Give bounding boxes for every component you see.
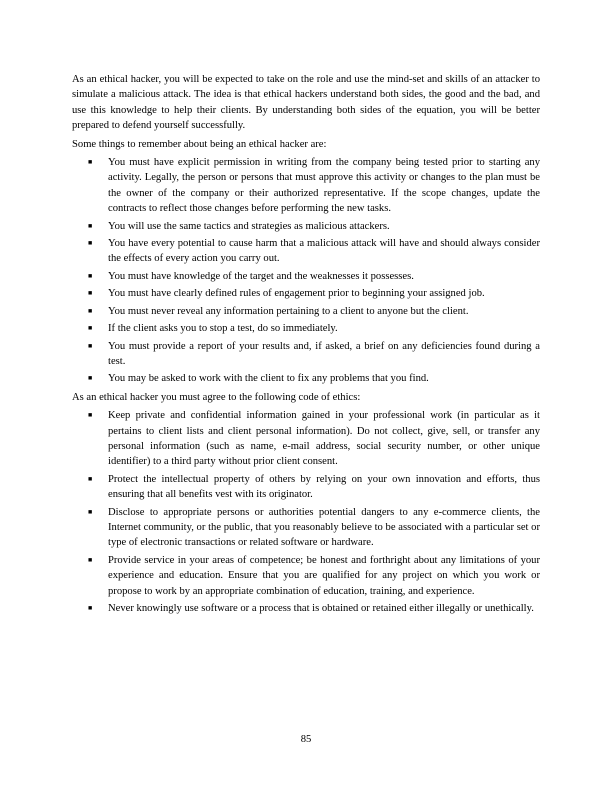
list-item-text: You must have knowledge of the target and the weaknesses it possesses. xyxy=(108,270,414,282)
list-item xyxy=(72,553,540,599)
list-item-text: You must have clearly defined rules of engagement prior to beginning your assigned job. xyxy=(108,288,485,300)
bullet-icon: ■ xyxy=(88,306,93,315)
list-item-text: If the client asks you to stop a test, do so immediately. xyxy=(108,323,338,335)
list-item-text: You have every potential to cause harm that a malicious attack will have and should always consider the effects of every action you carry out. xyxy=(108,238,540,265)
intro-paragraph: As an ethical hacker, you will be expected to take on the role and use the mind-set and skills of an attacker to simulate a malicious attack. The idea is that ethical hackers understand both sides, the good and the bad, and use this knowledge to help their clients. By understanding both sides of the equation, you will be better prepared to defend yourself successfully. xyxy=(72,74,540,132)
list-item xyxy=(72,236,540,267)
list-item-text: Never knowingly use software or a process that is obtained or retained either illegally or unethically. xyxy=(108,603,534,614)
list-item-text: You must provide a report of your results and, if asked, a brief on any deficiencies found during a test. xyxy=(108,340,540,367)
bullet-icon: ■ xyxy=(88,324,93,333)
bullet-icon: ■ xyxy=(88,289,93,298)
list-item-text: You will use the same tactics and strategies as malicious attackers. xyxy=(108,220,390,232)
list-item xyxy=(72,339,540,370)
list-item xyxy=(72,269,540,284)
bullet-icon: ■ xyxy=(88,604,93,612)
list-item-text: You must never reveal any information pertaining to a client to anyone but the client. xyxy=(108,305,469,317)
ethics-list xyxy=(72,408,540,616)
bullet-icon: ■ xyxy=(88,341,93,350)
bullet-icon: ■ xyxy=(88,507,93,516)
list-item xyxy=(72,601,540,616)
list-item xyxy=(72,371,540,386)
list-item xyxy=(72,321,540,336)
list-item-text: Disclose to appropriate persons or authorities potential dangers to any e-commerce clients, the Internet community, or the public, that you reasonably believe to be associated with a particular set or type of electronic transactions or related software or hardware. xyxy=(108,506,540,549)
list-item xyxy=(72,304,540,319)
list-item xyxy=(72,408,540,470)
bullet-icon: ■ xyxy=(88,474,93,483)
bullet-icon: ■ xyxy=(88,158,93,167)
bullet-icon: ■ xyxy=(88,411,93,420)
list-item xyxy=(72,219,540,234)
list-item xyxy=(72,472,540,503)
bullet-icon: ■ xyxy=(88,271,93,280)
things-list xyxy=(72,155,540,387)
list-item-text: Provide service in your areas of competence; be honest and forthright about any limitations of your experience and education. Ensure that you are qualified for any project on which you work or propose to work by an appropriate combination of education, training, and experience. xyxy=(108,554,540,597)
list-item-text: You may be asked to work with the client to fix any problems that you find. xyxy=(108,373,429,385)
bullet-icon: ■ xyxy=(88,239,93,248)
list-item xyxy=(72,286,540,301)
things-heading: Some things to remember about being an ethical hacker are: xyxy=(72,138,327,150)
list-item xyxy=(72,155,540,217)
bullet-icon: ■ xyxy=(88,555,93,564)
list-item-text: Protect the intellectual property of others by relying on your own innovation and efforts, thus ensuring that all benefits vest with its originator. xyxy=(108,473,540,501)
list-item xyxy=(72,505,540,551)
ethics-heading: As an ethical hacker you must agree to the following code of ethics: xyxy=(72,391,361,403)
bullet-icon: ■ xyxy=(88,221,93,230)
list-item-text: Keep private and confidential information gained in your professional work (in particular as it pertains to client lists and client personal information). Do not collect, give, sell, or transfer any personal information (such as name, e-mail address, social security number, or other unique identifier) to a third party without prior client consent. xyxy=(108,410,540,468)
bullet-icon: ■ xyxy=(88,374,93,383)
page-number: 85 xyxy=(300,734,312,745)
document-body xyxy=(72,72,540,619)
list-item-text: You must have explicit permission in writing from the company being tested prior to starting any activity. Legally, the person or persons that must approve this activity or changes to the plan must be the owner of the company or their authorized representative. If the scope changes, update the contracts to reflect those changes before performing the new tasks. xyxy=(108,157,540,215)
